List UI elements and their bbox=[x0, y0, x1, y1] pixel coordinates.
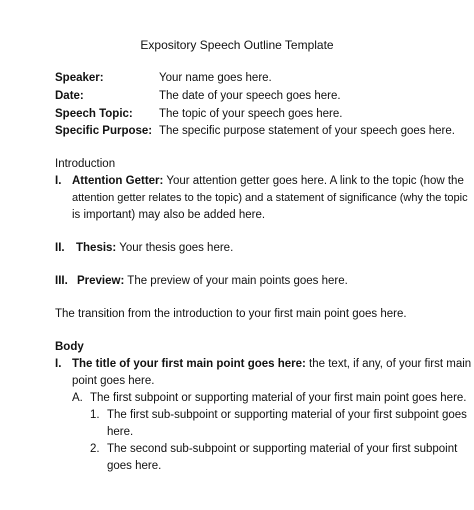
subpoint-text: The first subpoint or supporting material of your first main point goes here. bbox=[90, 392, 467, 404]
sub-subpoint-number-1: 1. bbox=[90, 409, 100, 421]
date-value: The date of your speech goes here. bbox=[159, 90, 341, 102]
date-label: Date: bbox=[55, 90, 84, 102]
body-numeral-1: I. bbox=[55, 358, 62, 370]
specific-purpose-label: Specific Purpose: bbox=[55, 125, 153, 137]
intro-numeral-1: I. bbox=[55, 175, 62, 187]
main-point-line-1 bbox=[72, 357, 471, 371]
document-title: Expository Speech Outline Template bbox=[140, 38, 334, 52]
speaker-label: Speaker: bbox=[55, 72, 104, 84]
sub-subpoint-1-line-1: The first sub-subpoint or supporting material of your first subpoint goes bbox=[107, 409, 467, 421]
main-point-line-2: point goes here. bbox=[72, 375, 155, 387]
speech-topic-label: Speech Topic: bbox=[55, 108, 133, 120]
body-heading: Body bbox=[55, 341, 84, 353]
speaker-value: Your name goes here. bbox=[159, 72, 272, 84]
attention-getter-text: Your attention getter goes here. A link to the topic (how the bbox=[163, 175, 464, 187]
specific-purpose-value: The specific purpose statement of your speech goes here. bbox=[159, 125, 455, 137]
main-point-text: the text, if any, of your first main bbox=[305, 358, 472, 370]
sub-subpoint-number-2: 2. bbox=[90, 443, 100, 455]
sub-subpoint-1-line-2: here. bbox=[107, 426, 134, 438]
thesis-label: Thesis: bbox=[76, 242, 117, 254]
transition-text: The transition from the introduction to your first main point goes here. bbox=[55, 308, 407, 320]
thesis-line bbox=[76, 241, 233, 255]
attention-getter-line-1 bbox=[72, 174, 464, 188]
attention-getter-label: Attention Getter: bbox=[72, 175, 164, 187]
introduction-heading: Introduction bbox=[55, 158, 116, 170]
subpoint-letter: A. bbox=[72, 392, 83, 404]
sub-subpoint-2-line-2: goes here. bbox=[107, 460, 162, 472]
thesis-text: Your thesis goes here. bbox=[116, 242, 234, 254]
attention-getter-line-2: attention getter relates to the topic) and a statement of significance (why the topic bbox=[72, 192, 468, 204]
sub-subpoint-2-line-1: The second sub-subpoint or supporting material of your first subpoint bbox=[107, 443, 458, 455]
preview-text: The preview of your main points goes here. bbox=[124, 275, 348, 287]
preview-label: Preview: bbox=[77, 275, 125, 287]
intro-numeral-2: II. bbox=[55, 242, 65, 254]
intro-numeral-3: III. bbox=[55, 275, 68, 287]
main-point-label: The title of your first main point goes here: bbox=[72, 358, 306, 370]
preview-line bbox=[77, 274, 348, 288]
speech-topic-value: The topic of your speech goes here. bbox=[159, 108, 343, 120]
attention-getter-line-3: is important) may also be added here. bbox=[72, 209, 266, 221]
